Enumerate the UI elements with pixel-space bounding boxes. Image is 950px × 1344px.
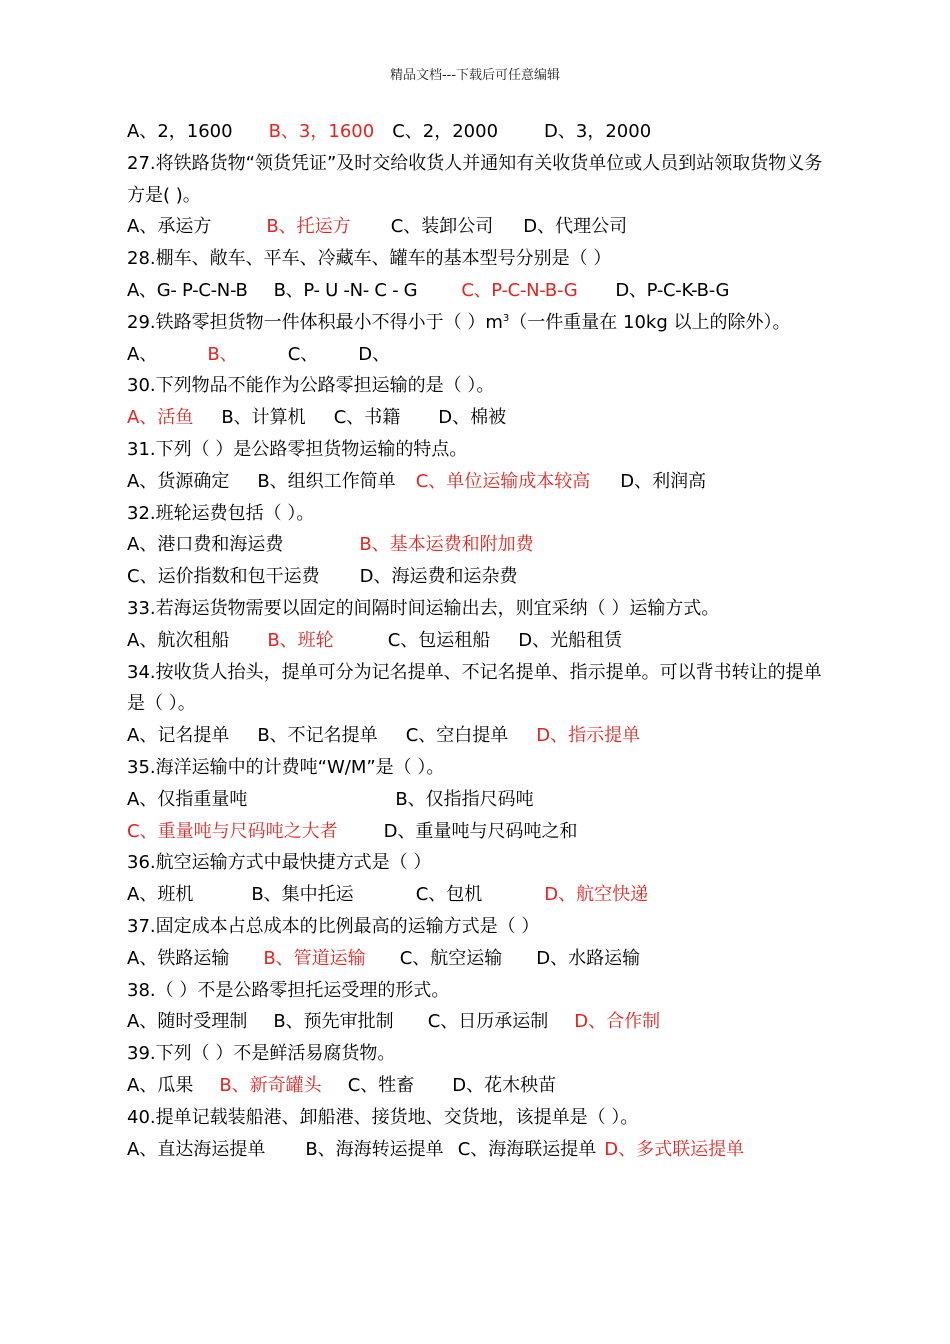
q28-option-a: A、G- P-C-N-B (127, 279, 248, 301)
q40-options (127, 1134, 832, 1166)
q33-stem: 33.若海运货物需要以固定的间隔时间运输出去，则宜采纳（ ）运输方式。 (127, 597, 720, 619)
q32-option-a: A、港口费和海运费 (127, 534, 284, 556)
q38-option-d: D、合作制 (574, 1011, 661, 1033)
q28-stem: 28.棚车、敞车、平车、冷藏车、罐车的基本型号分别是（ ） (127, 248, 612, 270)
q27-options (127, 211, 832, 243)
q34-stem: 34.按收货人抬头，提单可分为记名提单、不记名提单、指示提单。可以背书转让的提单是（ ）。 (127, 661, 822, 715)
q32-options-row2 (127, 561, 832, 593)
q36-option-d: D、航空快递 (544, 884, 649, 906)
question-list (127, 116, 832, 1165)
q34-option-d: D、指示提单 (536, 725, 641, 747)
q31-option-b: B、组织工作简单 (257, 470, 396, 492)
q37-stem: 37.固定成本占总成本的比例最高的运输方式是（ ） (127, 915, 540, 937)
q40-option-b: B、海海转运提单 (305, 1138, 444, 1160)
q31-option-c: C、单位运输成本较高 (415, 470, 591, 492)
q35-options-row1 (127, 784, 832, 816)
q26-option-b: B、3，1600 (268, 121, 375, 142)
q30-options (127, 402, 832, 434)
q40-option-c: C、海海联运提单 (457, 1138, 597, 1160)
q39-stem: 39.下列（ ）不是鲜活易腐货物。 (127, 1043, 396, 1065)
q40-option-d: D、多式联运提单 (604, 1138, 745, 1160)
q29-option-a: A、 (127, 343, 158, 365)
q33-option-b: B、班轮 (267, 629, 334, 651)
q27-option-c: C、装卸公司 (390, 216, 494, 238)
q32-options-row1 (127, 529, 832, 561)
q29-option-c: C、 (287, 343, 319, 365)
q32-option-c: C、运价指数和包干运费 (127, 566, 320, 588)
q30-stem: 30.下列物品不能作为公路零担运输的是（ ）。 (127, 375, 495, 397)
q31-stem: 31.下列（ ）是公路零担货物运输的特点。 (127, 438, 468, 460)
q39-option-a: A、瓜果 (127, 1074, 194, 1096)
q36-stem: 36.航空运输方式中最快捷方式是（ ） (127, 852, 432, 874)
q36-option-a: A、班机 (127, 884, 194, 906)
q31-option-d: D、利润高 (620, 470, 707, 492)
q34-option-c: C、空白提单 (405, 725, 509, 747)
q37-options (127, 943, 832, 975)
q29-stem: 29.铁路零担货物一件体积最小不得小于（ ）$m^3$（一件重量在 10kg 以上的除外）。 (127, 311, 791, 333)
q30-option-a: A、活鱼 (127, 407, 194, 429)
q26-option-d: D、3，2000 (544, 121, 652, 142)
q35-option-d: D、重量吨与尺码吨之和 (383, 820, 578, 842)
q30-option-d: D、棉被 (438, 407, 507, 429)
q35-option-a: A、仅指重量吨 (127, 788, 248, 810)
q38-stem: 38.（ ）不是公路零担托运受理的形式。 (127, 979, 450, 1001)
q28-option-c: C、P-C-N-B-G (461, 279, 578, 301)
q29-option-b: B、 (207, 343, 238, 365)
q36-option-b: B、集中托运 (251, 884, 354, 906)
q37-option-a: A、铁路运输 (127, 947, 230, 969)
q35-stem: 35.海洋运输中的计费吨“W/M”是（ ）。 (127, 756, 445, 778)
q39-options (127, 1070, 832, 1102)
q32-stem: 32.班轮运费包括（ ）。 (127, 502, 315, 524)
q32-option-b: B、基本运费和附加费 (359, 534, 534, 556)
q39-option-d: D、花木秧苗 (452, 1074, 557, 1096)
q29-option-d: D、 (358, 343, 391, 365)
q38-option-b: B、预先审批制 (273, 1011, 394, 1033)
q26-option-c: C、2，2000 (392, 121, 499, 142)
q31-options (127, 466, 832, 498)
q28-option-d: D、P-C-K-B-G (615, 279, 730, 301)
q35-option-c: C、重量吨与尺码吨之大者 (127, 820, 338, 842)
q40-stem: 40.提单记载装船港、卸船港、接货地、交货地，该提单是（ ）。 (127, 1106, 639, 1128)
q40-option-a: A、直达海运提单 (127, 1138, 266, 1160)
q33-option-a: A、航次租船 (127, 629, 230, 651)
q39-option-c: C、牲畜 (347, 1074, 415, 1096)
q38-option-c: C、日历承运制 (427, 1011, 549, 1033)
q35-options-row2 (127, 816, 832, 848)
q27-option-a: A、承运方 (127, 216, 212, 238)
q35-option-b: B、仅指指尺码吨 (395, 788, 534, 810)
q27-option-b: B、托运方 (266, 216, 351, 238)
q36-options (127, 879, 832, 911)
q33-options (127, 625, 832, 657)
q34-option-b: B、不记名提单 (257, 725, 378, 747)
q39-option-b: B、新奇罐头 (219, 1074, 322, 1096)
q29-options (127, 339, 832, 371)
q38-option-a: A、随时受理制 (127, 1011, 248, 1033)
q28-option-b: B、P- U -N- C - G (273, 279, 418, 301)
q36-option-c: C、包机 (415, 884, 483, 906)
q37-option-d: D、水路运输 (536, 947, 641, 969)
q32-option-d: D、海运费和运杂费 (359, 566, 518, 588)
q30-option-c: C、书籍 (333, 407, 401, 429)
q27-option-d: D、代理公司 (523, 216, 628, 238)
q37-option-c: C、航空运输 (399, 947, 503, 969)
q34-options (127, 720, 832, 752)
q28-options (127, 275, 832, 307)
q38-options (127, 1006, 832, 1038)
q33-option-d: D、光船租赁 (518, 629, 623, 651)
q31-option-a: A、货源确定 (127, 470, 230, 492)
q26-options (127, 116, 832, 148)
q33-option-c: C、包运租船 (387, 629, 491, 651)
q34-option-a: A、记名提单 (127, 725, 230, 747)
q26-option-a: A、2，1600 (127, 121, 233, 142)
q27-stem: 27.将铁路货物“领货凭证”及时交给收货人并通知有关收货单位或人员到站领取货物义务方是( )。 (127, 152, 823, 206)
q30-option-b: B、计算机 (221, 407, 306, 429)
q37-option-b: B、管道运输 (263, 947, 366, 969)
page-header: 精品文档---下载后可任意编辑 (389, 68, 561, 83)
